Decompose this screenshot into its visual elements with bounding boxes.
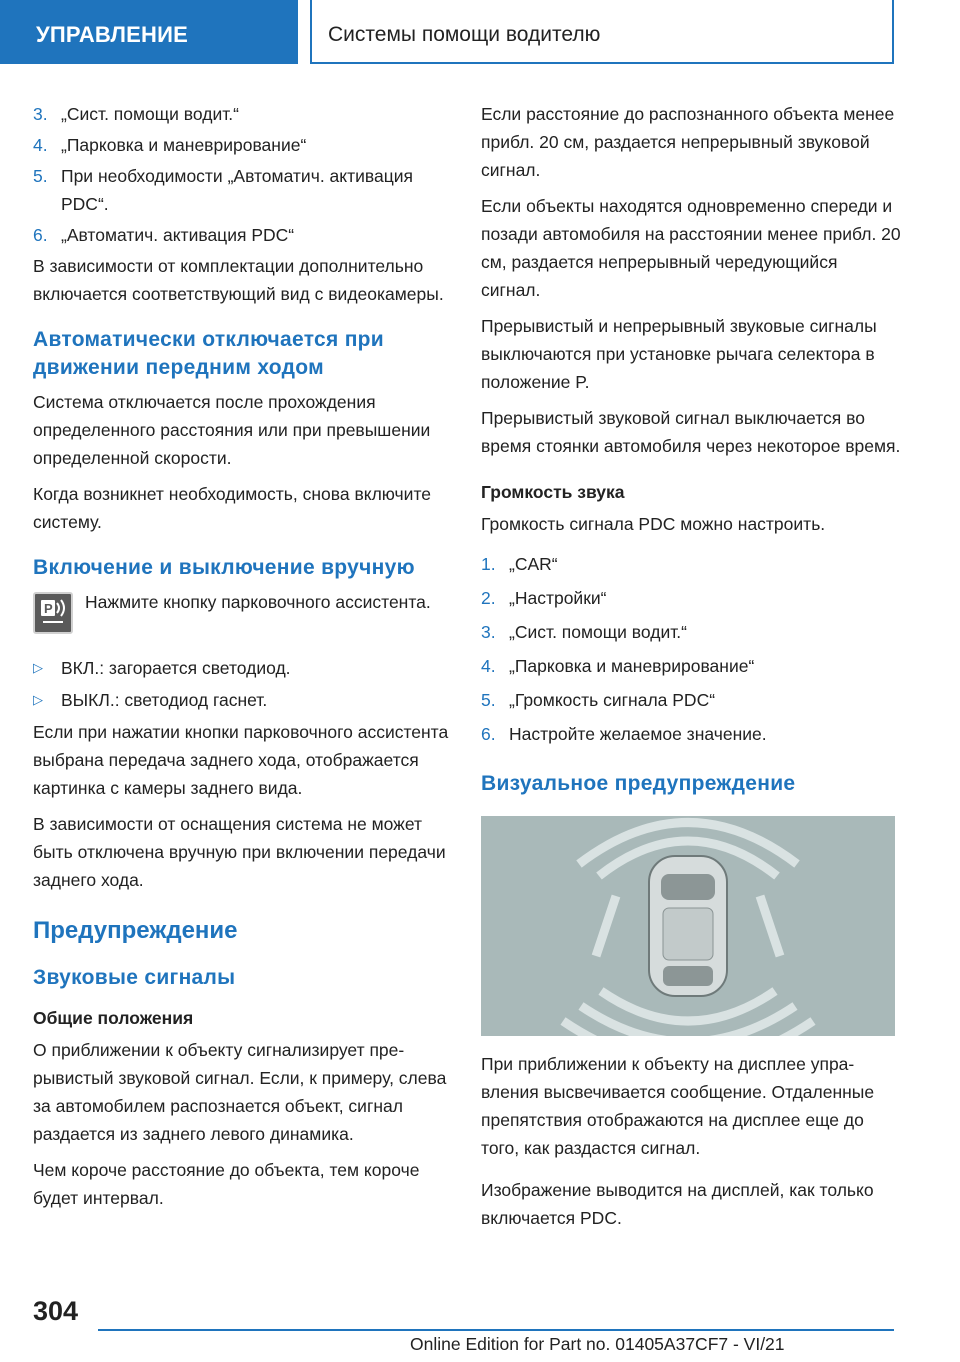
right-column	[481, 100, 901, 1240]
page-number: 304	[33, 1296, 79, 1326]
list-item: 3. „Сист. помощи водит.“	[33, 104, 239, 124]
triangle-right-icon: ▷	[33, 692, 43, 707]
paragraph: Прерывистый и непрерывный звуковые сигналы выключаются при установке рычага селектора в положение P.	[481, 316, 877, 392]
paragraph: Если объекты находятся одновременно спереди и позади автомобиля на расстоянии менее прибл. 20 см, раздается непрерывный чередующийся сигнал.	[481, 196, 901, 300]
section-heading: Визуальное предупреждение	[481, 772, 796, 795]
main-heading: Предупреждение	[33, 917, 238, 944]
button-instruction	[33, 588, 453, 644]
park-assist-button-icon	[33, 592, 73, 634]
chapter-title: Системы помощи водителю	[310, 0, 894, 64]
parking-display-figure	[481, 816, 895, 1036]
section-tab: УПРАВЛЕНИЕ	[0, 0, 298, 64]
list-item: 4. „Парковка и маневрирование“	[481, 656, 755, 676]
footer-divider	[98, 1329, 894, 1331]
list-item: ▷ ВЫКЛ.: светодиод гаснет.	[33, 686, 453, 714]
section-heading: Включение и выключение вручную	[33, 556, 415, 579]
list-item: 4. „Парковка и маневрирование“	[33, 135, 307, 155]
paragraph: Если расстояние до распознанного объекта менее прибл. 20 см, раздается непрерывный звуковой сигнал.	[481, 104, 895, 180]
led-state-list	[33, 654, 453, 714]
list-item: 5. „Громкость сигнала PDC“	[481, 690, 716, 710]
section-heading: Автоматически отключается при движении передним ходом	[33, 328, 385, 379]
paragraph: При приближении к объекту на дисплее управления высвечивается сообщение. Отдаленные препятствия отображаются на дисплее еще до того, как раздастся сигнал.	[481, 1054, 875, 1158]
paragraph: В зависимости от оснащения система не может быть отключена вручную при включении передачи заднего хода.	[33, 814, 446, 890]
paragraph: Чем короче расстояние до объекта, тем короче будет интервал.	[33, 1160, 420, 1208]
paragraph: О приближении к объекту сигнализирует прерывистый звуковой сигнал. Если, к примеру, слева за автомобилем распознается объект, сигнал раздается из заднего левого динамика.	[33, 1040, 447, 1144]
paragraph: Нажмите кнопку парковочного ассистента.	[85, 592, 431, 612]
list-item: ▷ ВКЛ.: загорается светодиод.	[33, 654, 453, 682]
paragraph: Система отключается после прохождения определенного расстояния или при превышении определенной скорости.	[33, 392, 431, 468]
list-item: 2. „Настройки“	[481, 588, 607, 608]
menu-steps-list	[33, 100, 453, 249]
paragraph: Изображение выводится на дисплей, как только включается PDC.	[481, 1180, 874, 1228]
section-heading: Звуковые сигналы	[33, 966, 236, 989]
volume-steps-list	[481, 550, 901, 748]
paragraph: Прерывистый звуковой сигнал выключается во время стоянки автомобиля через некоторое время.	[481, 408, 901, 456]
paragraph: Если при нажатии кнопки парковочного ассистента выбрана передача заднего хода, отображается картинка с камеры заднего вида.	[33, 722, 449, 798]
paragraph: Когда возникнет необходимость, снова включите систему.	[33, 484, 431, 532]
list-item: 6. Настройте желаемое значение.	[481, 724, 767, 744]
paragraph: В зависимости от комплектации дополнительно включается соответствующий вид с видеокамеры.	[33, 256, 444, 304]
list-item: 3. „Сист. помощи водит.“	[481, 622, 687, 642]
list-item: 6. „Автоматич. активация PDC“	[33, 225, 295, 245]
svg-text:P: P	[44, 601, 53, 616]
list-item: 5. При необходимости „Автоматич. активация PDC“.	[33, 166, 414, 214]
car-parking-sensors-image	[481, 816, 895, 1036]
paragraph: Громкость сигнала PDC можно настроить.	[481, 514, 826, 534]
sub-heading: Общие положения	[33, 1008, 194, 1028]
list-item: 1. „CAR“	[481, 554, 558, 574]
left-column	[33, 100, 453, 1220]
triangle-right-icon: ▷	[33, 660, 43, 675]
sub-heading: Громкость звука	[481, 482, 625, 502]
footer-edition: Online Edition for Part no. 01405A37CF7 - VI/21	[410, 1334, 785, 1354]
